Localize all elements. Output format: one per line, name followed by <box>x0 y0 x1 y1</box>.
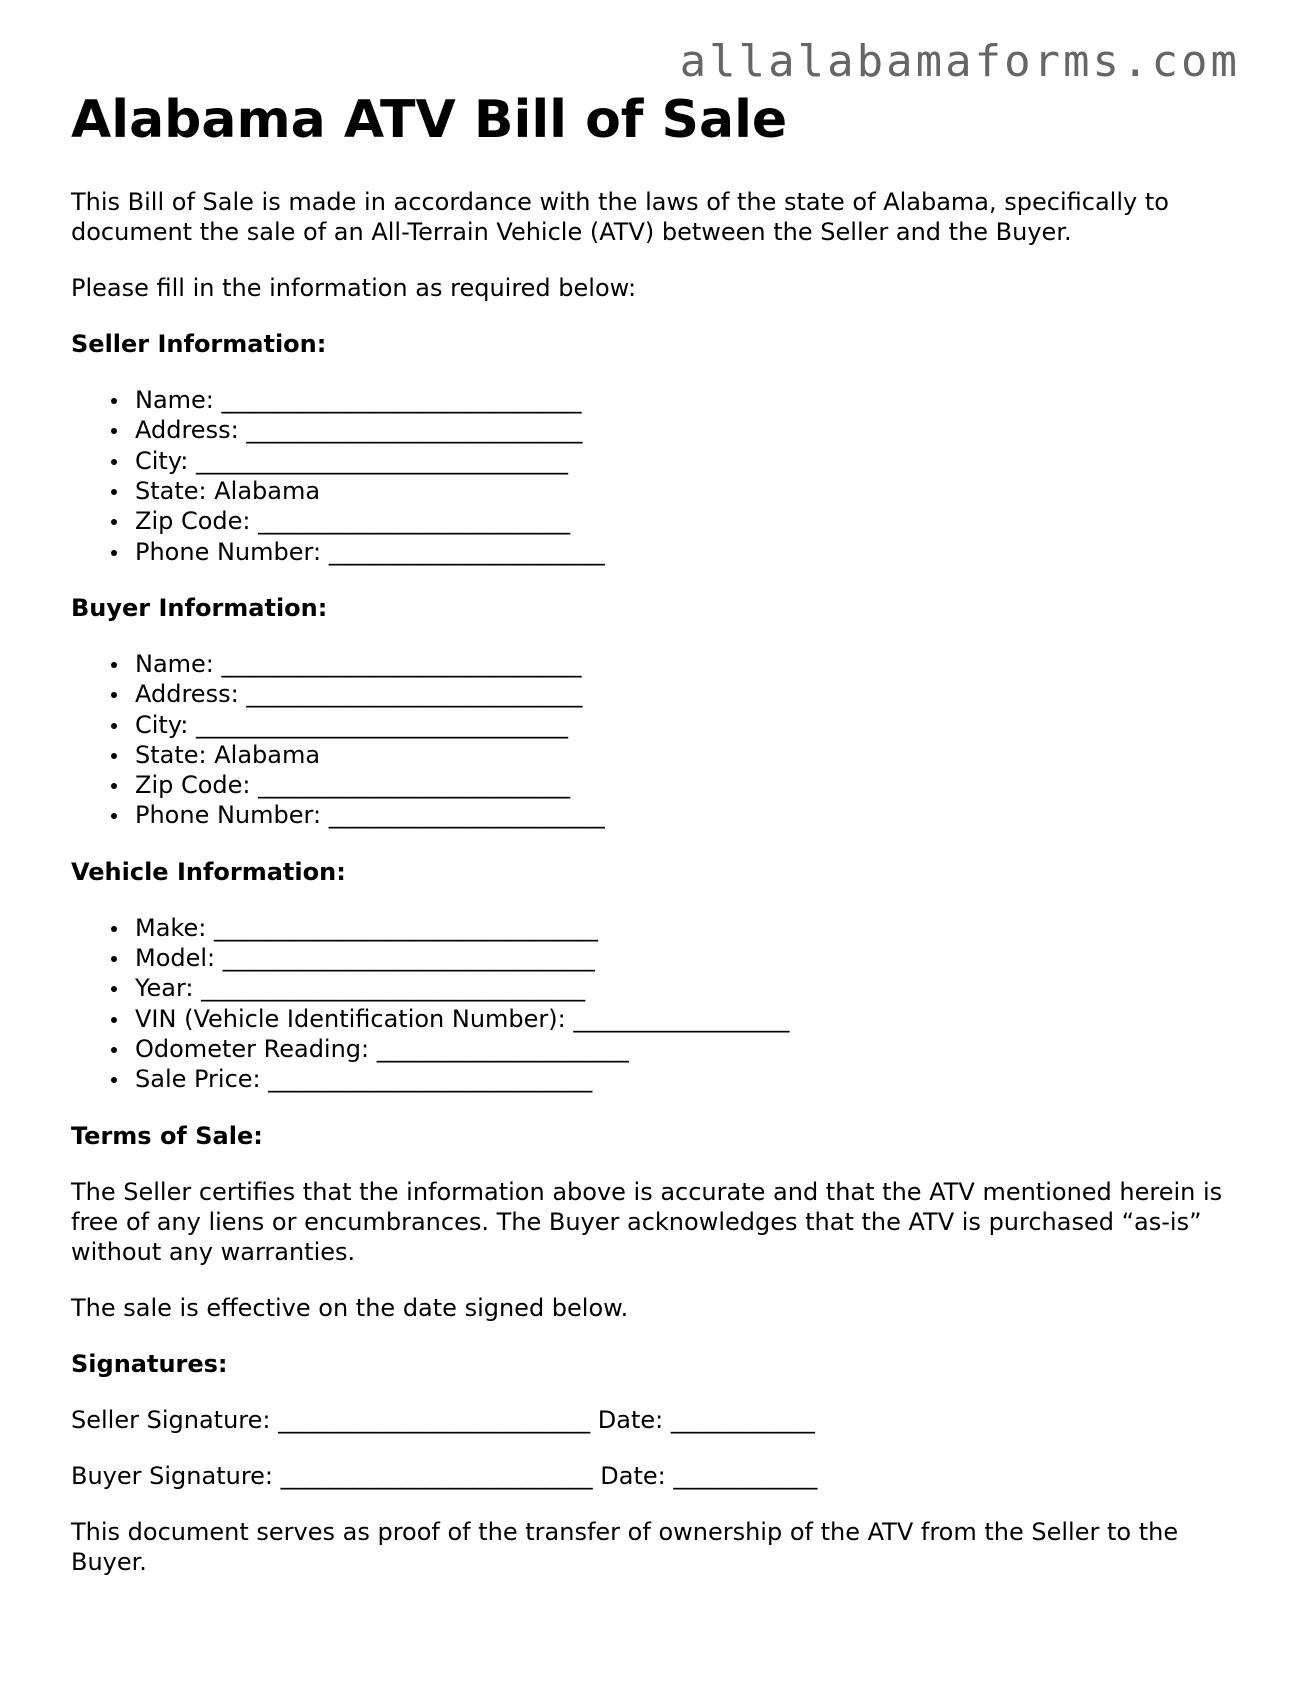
field-value: Alabama <box>214 740 321 769</box>
buyer-state-field <box>135 740 1231 770</box>
field-blank: ________________________________ <box>201 974 586 1003</box>
buyer-phone-field <box>135 800 1231 830</box>
field-blank: _______________________________ <box>196 446 569 475</box>
vehicle-vin-field <box>135 1004 1231 1034</box>
seller-phone-field <box>135 537 1231 567</box>
field-label: State: <box>135 477 207 506</box>
field-blank: __________________________ <box>258 771 571 800</box>
buyer-date-blank: ____________ <box>673 1461 818 1490</box>
closing-paragraph: This document serves as proof of the transfer of ownership of the ATV from the Seller to the Buyer. <box>71 1517 1179 1576</box>
field-label: City: <box>135 710 189 739</box>
field-blank: _______________________________ <box>196 710 569 739</box>
seller-field-list <box>71 385 1231 567</box>
vehicle-price-field <box>135 1064 1231 1094</box>
seller-state-field <box>135 476 1231 506</box>
field-label: Year: <box>135 974 194 1003</box>
buyer-zip-field <box>135 770 1231 800</box>
effective-date-paragraph: The sale is effective on the date signed below. <box>71 1293 629 1322</box>
signatures-heading: Signatures: <box>71 1349 228 1378</box>
instruction-paragraph: Please fill in the information as required below: <box>71 274 637 303</box>
seller-heading: Seller Information: <box>71 330 327 359</box>
buyer-signature-blank: __________________________ <box>280 1461 593 1490</box>
field-blank: _______________________ <box>328 537 605 566</box>
document-page <box>71 92 1231 1603</box>
field-label: Name: <box>135 649 214 678</box>
vehicle-odometer-field <box>135 1034 1231 1064</box>
field-blank: ______________________________ <box>221 386 582 415</box>
field-label: VIN (Vehicle Identification Number): <box>135 1004 566 1033</box>
buyer-address-field <box>135 679 1231 709</box>
buyer-field-list <box>71 649 1231 831</box>
field-label: Zip Code: <box>135 507 251 536</box>
field-blank: ____________________________ <box>246 416 583 445</box>
seller-zip-field <box>135 506 1231 536</box>
field-value: Alabama <box>214 477 321 506</box>
buyer-date-label: Date: <box>600 1461 666 1490</box>
vehicle-heading: Vehicle Information: <box>71 857 346 886</box>
field-blank: _______________________ <box>328 801 605 830</box>
seller-signature-label: Seller Signature: <box>71 1405 271 1434</box>
field-blank: ________________________________ <box>213 913 598 942</box>
field-blank: _______________________________ <box>222 944 595 973</box>
field-label: Phone Number: <box>135 537 322 566</box>
field-blank: __________________ <box>573 1004 790 1033</box>
buyer-city-field <box>135 710 1231 740</box>
intro-paragraph: This Bill of Sale is made in accordance with the laws of the state of Alabama, specifically to document the sale of an All-Terrain Vehicle (ATV) between the Seller and the Buyer. <box>71 188 1169 247</box>
vehicle-make-field <box>135 913 1231 943</box>
vehicle-model-field <box>135 943 1231 973</box>
field-label: Name: <box>135 386 214 415</box>
field-label: State: <box>135 740 207 769</box>
field-label: City: <box>135 446 189 475</box>
field-label: Sale Price: <box>135 1065 261 1094</box>
buyer-signature-label: Buyer Signature: <box>71 1461 274 1490</box>
field-label: Odometer Reading: <box>135 1034 370 1063</box>
terms-heading: Terms of Sale: <box>71 1121 263 1150</box>
field-label: Make: <box>135 913 207 942</box>
seller-name-field <box>135 385 1231 415</box>
field-label: Address: <box>135 680 239 709</box>
field-label: Model: <box>135 944 216 973</box>
seller-city-field <box>135 446 1231 476</box>
field-blank: _____________________ <box>376 1034 629 1063</box>
seller-signature-line <box>71 1405 1231 1435</box>
field-label: Address: <box>135 416 239 445</box>
seller-date-label: Date: <box>597 1405 664 1434</box>
field-label: Phone Number: <box>135 801 322 830</box>
site-watermark: allalabamaforms.com <box>679 36 1240 87</box>
terms-paragraph: The Seller certifies that the information above is accurate and that the ATV mentioned herein is free of any liens or encumbrances. The Buyer acknowledges that the ATV is purchased “as-is” without any warranties. <box>71 1177 1223 1266</box>
seller-address-field <box>135 415 1231 445</box>
field-blank: ____________________________ <box>246 680 583 709</box>
document-title: Alabama ATV Bill of Sale <box>71 90 788 150</box>
seller-date-blank: ____________ <box>670 1405 815 1434</box>
field-blank: ______________________________ <box>221 649 582 678</box>
buyer-name-field <box>135 649 1231 679</box>
field-label: Zip Code: <box>135 771 251 800</box>
field-blank: __________________________ <box>258 507 571 536</box>
vehicle-year-field <box>135 973 1231 1003</box>
buyer-signature-line <box>71 1461 1231 1491</box>
buyer-heading: Buyer Information: <box>71 593 328 622</box>
vehicle-field-list <box>71 913 1231 1095</box>
seller-signature-blank: __________________________ <box>278 1405 591 1434</box>
field-blank: ___________________________ <box>268 1065 593 1094</box>
